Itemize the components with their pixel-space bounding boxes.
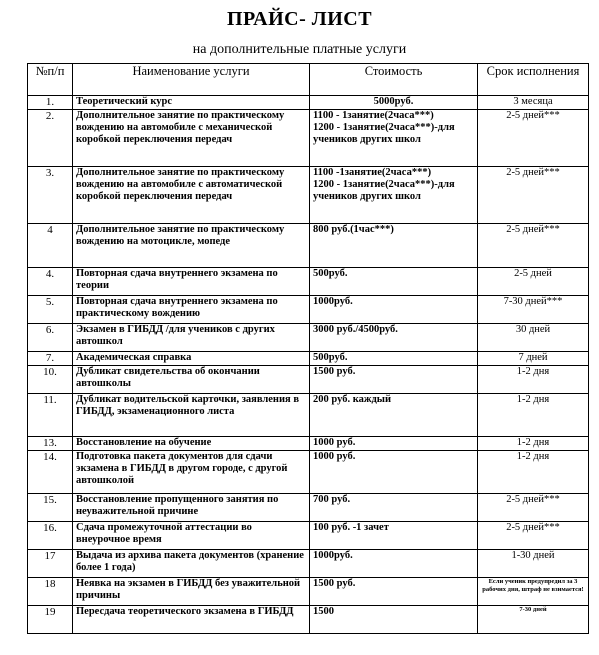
row-service: Сдача промежуточной аттестации во внеурочное время <box>73 522 310 550</box>
row-service: Дополнительное занятие по практическому вождению на автомобиле с автоматической коробкой переключения передач <box>73 167 310 224</box>
row-service: Дополнительное занятие по практическому вождению на автомобиле с механической коробкой переключения передач <box>73 110 310 167</box>
row-cost: 1500 руб. <box>310 578 478 606</box>
column-header-term: Срок исполнения <box>478 64 589 96</box>
row-number: 4. <box>28 268 73 296</box>
row-service: Повторная сдача внутреннего экзамена по теории <box>73 268 310 296</box>
row-number: 2. <box>28 110 73 167</box>
row-service: Академическая справка <box>73 352 310 366</box>
row-cost: 800 руб.(1час***) <box>310 224 478 268</box>
table-row <box>28 167 589 224</box>
table-row <box>28 550 589 578</box>
row-term: 7-30 дней*** <box>478 296 589 324</box>
price-table <box>27 63 589 634</box>
row-service: Дополнительное занятие по практическому вождению на мотоцикле, мопеде <box>73 224 310 268</box>
table-row <box>28 451 589 494</box>
row-term: 7 дней <box>478 352 589 366</box>
page-subtitle: на дополнительные платные услуги <box>192 42 407 57</box>
row-service: Дубликат водительской карточки, заявления в ГИБДД, экзаменационного листа <box>73 394 310 437</box>
row-term: 2-5 дней*** <box>478 522 589 550</box>
table-row <box>28 437 589 451</box>
table-row <box>28 268 589 296</box>
row-cost: 3000 руб./4500руб. <box>310 324 478 352</box>
row-number: 13. <box>28 437 73 451</box>
row-service: Подготовка пакета документов для сдачи экзамена в ГИБДД в другом городе, с другой автошколой <box>73 451 310 494</box>
table-row <box>28 366 589 394</box>
row-term: 1-2 дня <box>478 437 589 451</box>
table-row <box>28 324 589 352</box>
row-term: 2-5 дней*** <box>478 167 589 224</box>
row-term: 2-5 дней*** <box>478 110 589 167</box>
row-service: Восстановление пропущенного занятия по неуважительной причине <box>73 494 310 522</box>
row-number: 10. <box>28 366 73 394</box>
row-number: 16. <box>28 522 73 550</box>
row-number: 7. <box>28 352 73 366</box>
row-number: 19 <box>28 606 73 634</box>
row-number: 11. <box>28 394 73 437</box>
row-term: 1-30 дней <box>478 550 589 578</box>
row-service: Теоретический курс <box>73 96 310 110</box>
row-cost: 500руб. <box>310 352 478 366</box>
row-service: Пересдача теоретического экзамена в ГИБДД <box>73 606 310 634</box>
row-service: Дубликат свидетельства об окончании автошколы <box>73 366 310 394</box>
table-row <box>28 110 589 167</box>
table-header-row <box>28 64 589 96</box>
row-cost: 200 руб. каждый <box>310 394 478 437</box>
table-row <box>28 606 589 634</box>
row-service: Экзамен в ГИБДД /для учеников с других автошкол <box>73 324 310 352</box>
row-term: 2-5 дней*** <box>478 224 589 268</box>
row-number: 1. <box>28 96 73 110</box>
row-cost: 1000руб. <box>310 296 478 324</box>
row-cost: 100 руб. -1 зачет <box>310 522 478 550</box>
row-term: 2-5 дней*** <box>478 494 589 522</box>
row-service: Восстановление на обучение <box>73 437 310 451</box>
row-service: Выдача из архива пакета документов (хранение более 1 года) <box>73 550 310 578</box>
column-header-cost: Стоимость <box>310 64 478 96</box>
table-row <box>28 352 589 366</box>
row-term: 30 дней <box>478 324 589 352</box>
table-row <box>28 96 589 110</box>
row-cost: 1100 - 1занятие(2часа***) 1200 - 1занятие(2часа***)-для учеников других школ <box>310 110 478 167</box>
table-row <box>28 296 589 324</box>
row-term: 1-2 дня <box>478 366 589 394</box>
row-cost: 1500 <box>310 606 478 634</box>
table-row <box>28 522 589 550</box>
row-term: 3 месяца <box>478 96 589 110</box>
row-cost: 1000 руб. <box>310 451 478 494</box>
row-service: Повторная сдача внутреннего экзамена по практическому вождению <box>73 296 310 324</box>
row-cost: 1000 руб. <box>310 437 478 451</box>
row-cost: 5000руб. <box>310 96 478 110</box>
row-service: Неявка на экзамен в ГИБДД без уважительной причины <box>73 578 310 606</box>
page-title: ПРАЙС- ЛИСТ <box>226 8 373 30</box>
column-header-number: №п/п <box>28 64 73 96</box>
row-cost: 1100 -1занятие(2часа***) 1200 - 1занятие(2часа***)-для учеников других школ <box>310 167 478 224</box>
row-number: 6. <box>28 324 73 352</box>
row-term: 7-30 дней <box>478 606 589 634</box>
row-number: 14. <box>28 451 73 494</box>
table-row <box>28 394 589 437</box>
row-number: 15. <box>28 494 73 522</box>
row-number: 3. <box>28 167 73 224</box>
column-header-service: Наименование услуги <box>73 64 310 96</box>
row-term: 1-2 дня <box>478 394 589 437</box>
table-row <box>28 224 589 268</box>
row-number: 5. <box>28 296 73 324</box>
row-cost: 700 руб. <box>310 494 478 522</box>
row-term: 2-5 дней <box>478 268 589 296</box>
row-number: 4 <box>28 224 73 268</box>
row-number: 17 <box>28 550 73 578</box>
table-row <box>28 578 589 606</box>
row-term: 1-2 дня <box>478 451 589 494</box>
row-number: 18 <box>28 578 73 606</box>
row-term-note: Если ученик предупредил за 3 рабочих дня, штраф не взимается! <box>478 578 589 606</box>
table-row <box>28 494 589 522</box>
row-cost: 1000руб. <box>310 550 478 578</box>
row-cost: 1500 руб. <box>310 366 478 394</box>
row-cost: 500руб. <box>310 268 478 296</box>
